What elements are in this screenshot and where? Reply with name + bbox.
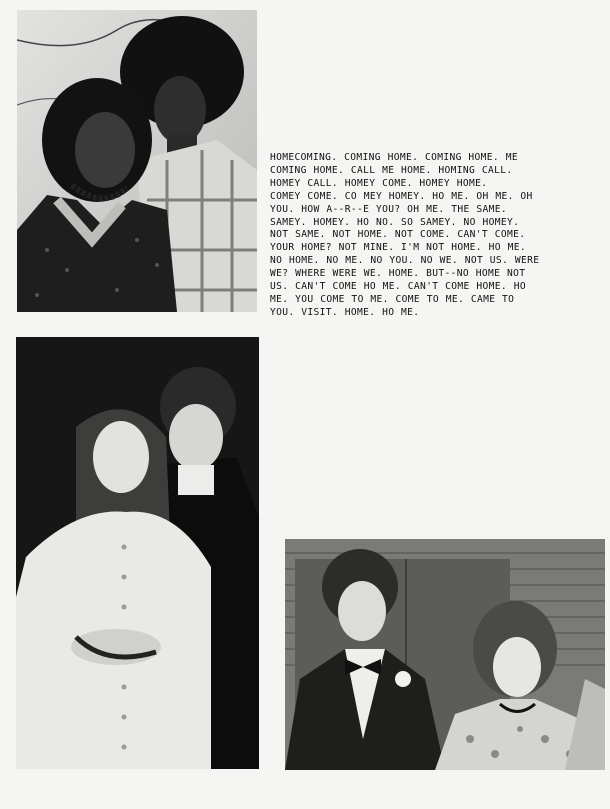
photo-couple-bottom-image bbox=[285, 539, 605, 770]
poem-line: HOMECOMING. COMING HOME. COMING HOME. ME bbox=[270, 152, 519, 163]
poem-line: WE? WHERE WERE WE. HOME. BUT--NO HOME NOT bbox=[270, 268, 526, 280]
poem-line: YOU. HOW A--R--E YOU? OH ME. THE SAME. bbox=[270, 203, 507, 215]
photo-couple-top-image bbox=[17, 10, 257, 312]
poem-line: YOU. VISIT. HOME. HO ME. bbox=[270, 306, 420, 318]
poem-line: NOT SAME. NOT HOME. NOT COME. CAN'T COME. bbox=[270, 229, 526, 241]
poem-line: ME. YOU COME TO ME. COME TO ME. CAME TO bbox=[270, 293, 515, 305]
poem-line: HOMEY CALL. HOMEY COME. HOMEY HOME. bbox=[270, 177, 488, 189]
photo-couple-middle-image bbox=[16, 337, 259, 769]
poem-line: NO HOME. NO ME. NO YOU. NO WE. NOT US. WERE bbox=[270, 255, 540, 267]
poem-line: SAMEY. HOMEY. HO NO. SO SAMEY. NO HOMEY. bbox=[270, 216, 520, 228]
poem-line: COMEY COME. CO MEY HOMEY. HO ME. OH ME. OH bbox=[270, 190, 533, 202]
photo-couple-top bbox=[17, 10, 257, 312]
photo-couple-middle bbox=[16, 337, 259, 769]
photo-couple-bottom bbox=[285, 539, 605, 770]
poem-line: YOUR HOME? NOT MINE. I'M NOT HOME. HO ME. bbox=[270, 242, 526, 254]
poem-line: US. CAN'T COME HO ME. CAN'T COME HOME. HO bbox=[270, 281, 526, 293]
poem-line: COMING HOME. CALL ME HOME. HOMING CALL. bbox=[270, 164, 513, 176]
poem-text bbox=[270, 152, 600, 320]
